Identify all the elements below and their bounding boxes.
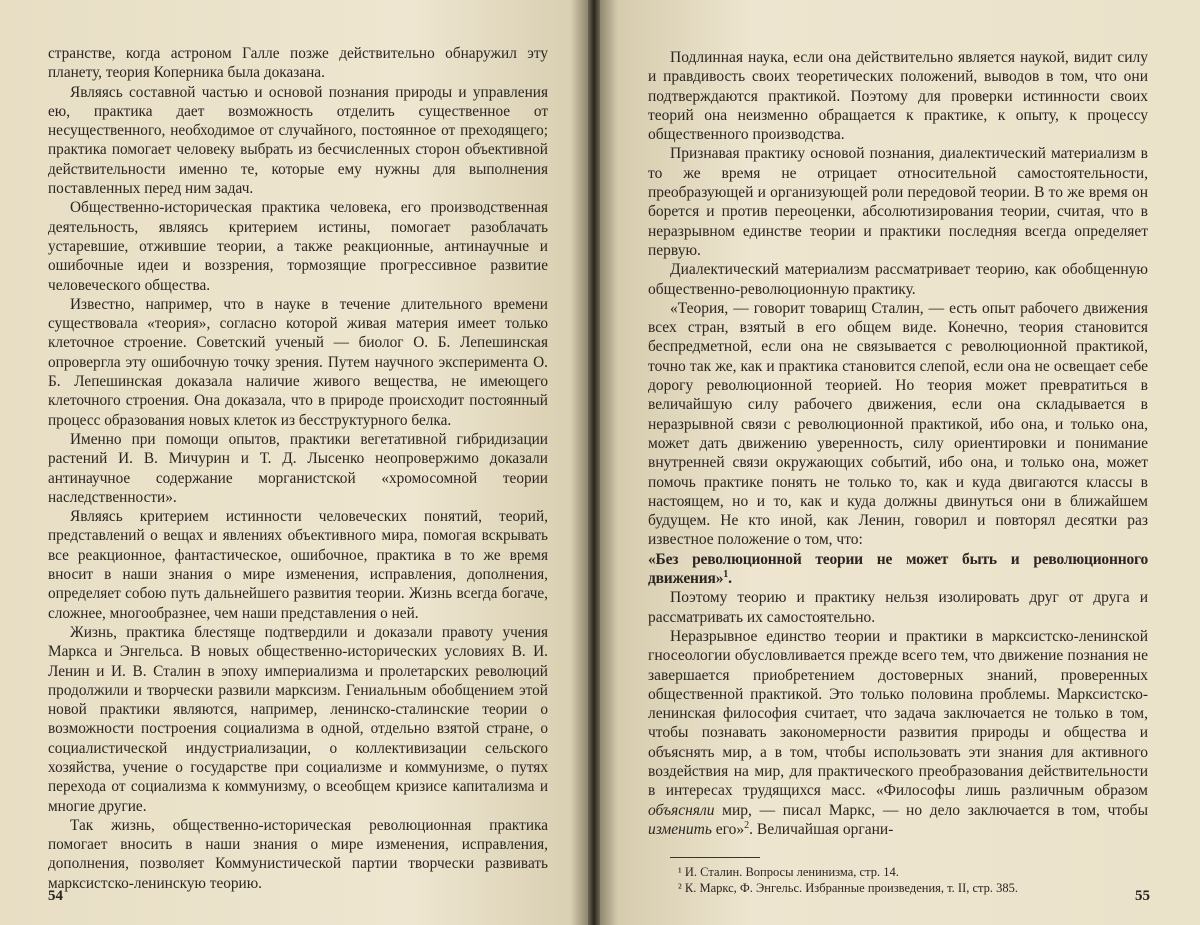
paragraph: Известно, например, что в науке в течение длительного времени существовала «теория», согласно которой живая материя имеет только клеточное строение. Советский ученый — биолог О. Б. Лепешинская опровергла эту ошибочную точку зрения. Путем научного эксперимента О. Б. Лепешинская доказала наличие живого вещества, не имеющего клеточного строения. Она доказала, что в природе происходит постоянный процесс образования новых клеток из бесструктурного белка. <box>48 295 548 429</box>
paragraph: Именно при помощи опытов, практики вегетативной гибридизации растений И. В. Мичурин и Т. Д. Лысенко неопровержимо доказали антинаучное содержание морганистской «хромосомной теории наследственности». <box>48 430 548 506</box>
italic-word: изменить <box>648 820 712 838</box>
left-page <box>0 0 588 925</box>
right-page <box>600 0 1200 925</box>
page-number: 55 <box>1135 888 1150 904</box>
book-gutter <box>588 0 600 925</box>
paragraph: Жизнь, практика блестяще подтвердили и доказали правоту учения Маркса и Энгельса. В новых общественно-исторических условиях В. И. Ленин и И. В. Сталин в эпоху империализма и пролетарских революций продолжили и творчески развили марксизм. Гениальным обобщением этой новой практики являются, например, ленинско-сталинские теории о возможности построения социализма в одной, отдельно взятой стране, о социалистической индустриализации, о коллективизации сельского хозяйства, учение о государстве при социализме и коммунизме, о путях перехода от социализма к коммунизму, о всеобщем кризисе капитализма и многие другие. <box>48 623 548 815</box>
footnote-ref: 2 <box>744 819 750 831</box>
paragraph: Признавая практику основой познания, диалектический материализм в то же время не отрицает относительной самостоятельности, преобразующей и организующей роли передовой теории. В то же время он борется и против переоценки, абсолютизирования теории, считая, что в неразрывном единстве теории и практики последняя всегда определяет первую. <box>648 145 1148 259</box>
footnote: ¹ И. Сталин. Вопросы ленинизма, стр. 14. <box>678 865 899 880</box>
paragraph <box>648 627 1148 839</box>
footnote-rule <box>670 857 760 858</box>
paragraph: Являясь составной частью и основой познания природы и управления ею, практика дает возможность отделить существенное от несущественного, необходимое от случайного, постоянное от преходящего; практика помогает человеку выбрать из бесчисленных сторон объективной действительности именно те, которые ему нужны для выполнения поставленных перед ним задач. <box>48 83 548 198</box>
quote-text: «Без революционной теории не может быть и революционного движения» <box>648 550 1148 588</box>
paragraph: странстве, когда астроном Галле позже действительно обнаружил эту планету, теория Коперника была доказана. <box>48 45 548 82</box>
text-run: мир, — писал Маркс, — но дело заключается в том, чтобы <box>714 801 1148 819</box>
italic-word: объясняли <box>648 801 715 819</box>
footnote-ref: 1 <box>723 568 729 580</box>
paragraph: Диалектический материализм рассматривает теорию, как обобщенную общественно-революционную практику. <box>648 261 1148 298</box>
text-run: его» <box>711 820 745 838</box>
paragraph: «Теория, — говорит товарищ Сталин, — есть опыт рабочего движения всех стран, взятый в его общем виде. Конечно, теория становится беспредметной, если она не связывается с революционной практикой, точно так же, как и практика становится слепой, если она не освещает себе дорогу революционной теорией. Но теория может превратиться в величайшую силу рабочего движения, если она складывается в неразрывной связи с революционной практикой, ибо она, и только она, может дать движению уверенность, силу ориентировки и понимание внутренней связи окружающих событий, ибо она, и только она, может помочь практике понять не только то, как и куда двигаются классы в настоящем, но и то, как и куда должны двинуться они в ближайшем будущем. Не кто иной, как Ленин, говорил и повторял десятки раз известное положение о том, что: <box>648 299 1148 549</box>
paragraph: Являясь критерием истинности человеческих понятий, теорий, представлений о вещах и явлениях объективного мира, помогая вскрывать все реакционное, фантастическое, ошибочное, практика в то же время вносит в наши знания о мире изменения, исправления, дополнения, определяет собою путь дальнейшего развития теории. Жизнь всегда богаче, сложнее, многообразнее, чем наши представления о ней. <box>48 508 548 622</box>
paragraph: Подлинная наука, если она действительно является наукой, видит силу и правдивость своих теоретических положений, выводов в том, что они подтверждаются практикой. Поэтому для проверки истинности своих теорий она неизменно обращается к практике, к опыту, к процессу общественного производства. <box>648 49 1148 144</box>
text-run: Неразрывное единство теории и практики в марксистско-ленинской гносеологии обусловливается прежде всего тем, что движение познания не завершается приобретением достоверных знаний, проверенных общественной практикой. Это только половина проблемы. Марксистско-ленинская философия считает, что задача заключается не только в том, чтобы познавать закономерности развития природы и общества и объяснять мир, а в том, чтобы использовать эти знания для активного воздействия на мир, для практического преобразования действительности в интересах трудящихся масс. «Философы лишь различным образом <box>648 627 1148 800</box>
paragraph: Так жизнь, общественно-историческая революционная практика помогает вносить в наши знания о мире изменения, исправления, дополнения, позволяет Коммунистической партии творчески развивать марксистско-ленинскую теорию. <box>48 816 548 892</box>
paragraph: Общественно-историческая практика человека, его производственная деятельность, являясь критерием истины, помогает разоблачать устаревшие, отжившие теории, а также реакционные, антинаучные и ошибочные идеи и воззрения, тормозящие прогрессивное развитие человеческого общества. <box>48 199 548 294</box>
quote-end: . <box>728 570 732 588</box>
paragraph: Поэтому теорию и практику нельзя изолировать друг от друга и рассматривать их самостоятельно. <box>648 589 1148 626</box>
text-run: . Величайшая органи- <box>749 820 894 838</box>
footnote: ² К. Маркс, Ф. Энгельс. Избранные произведения, т. II, стр. 385. <box>678 881 1019 896</box>
page-number: 54 <box>48 888 63 904</box>
lenin-quote <box>648 550 1148 589</box>
